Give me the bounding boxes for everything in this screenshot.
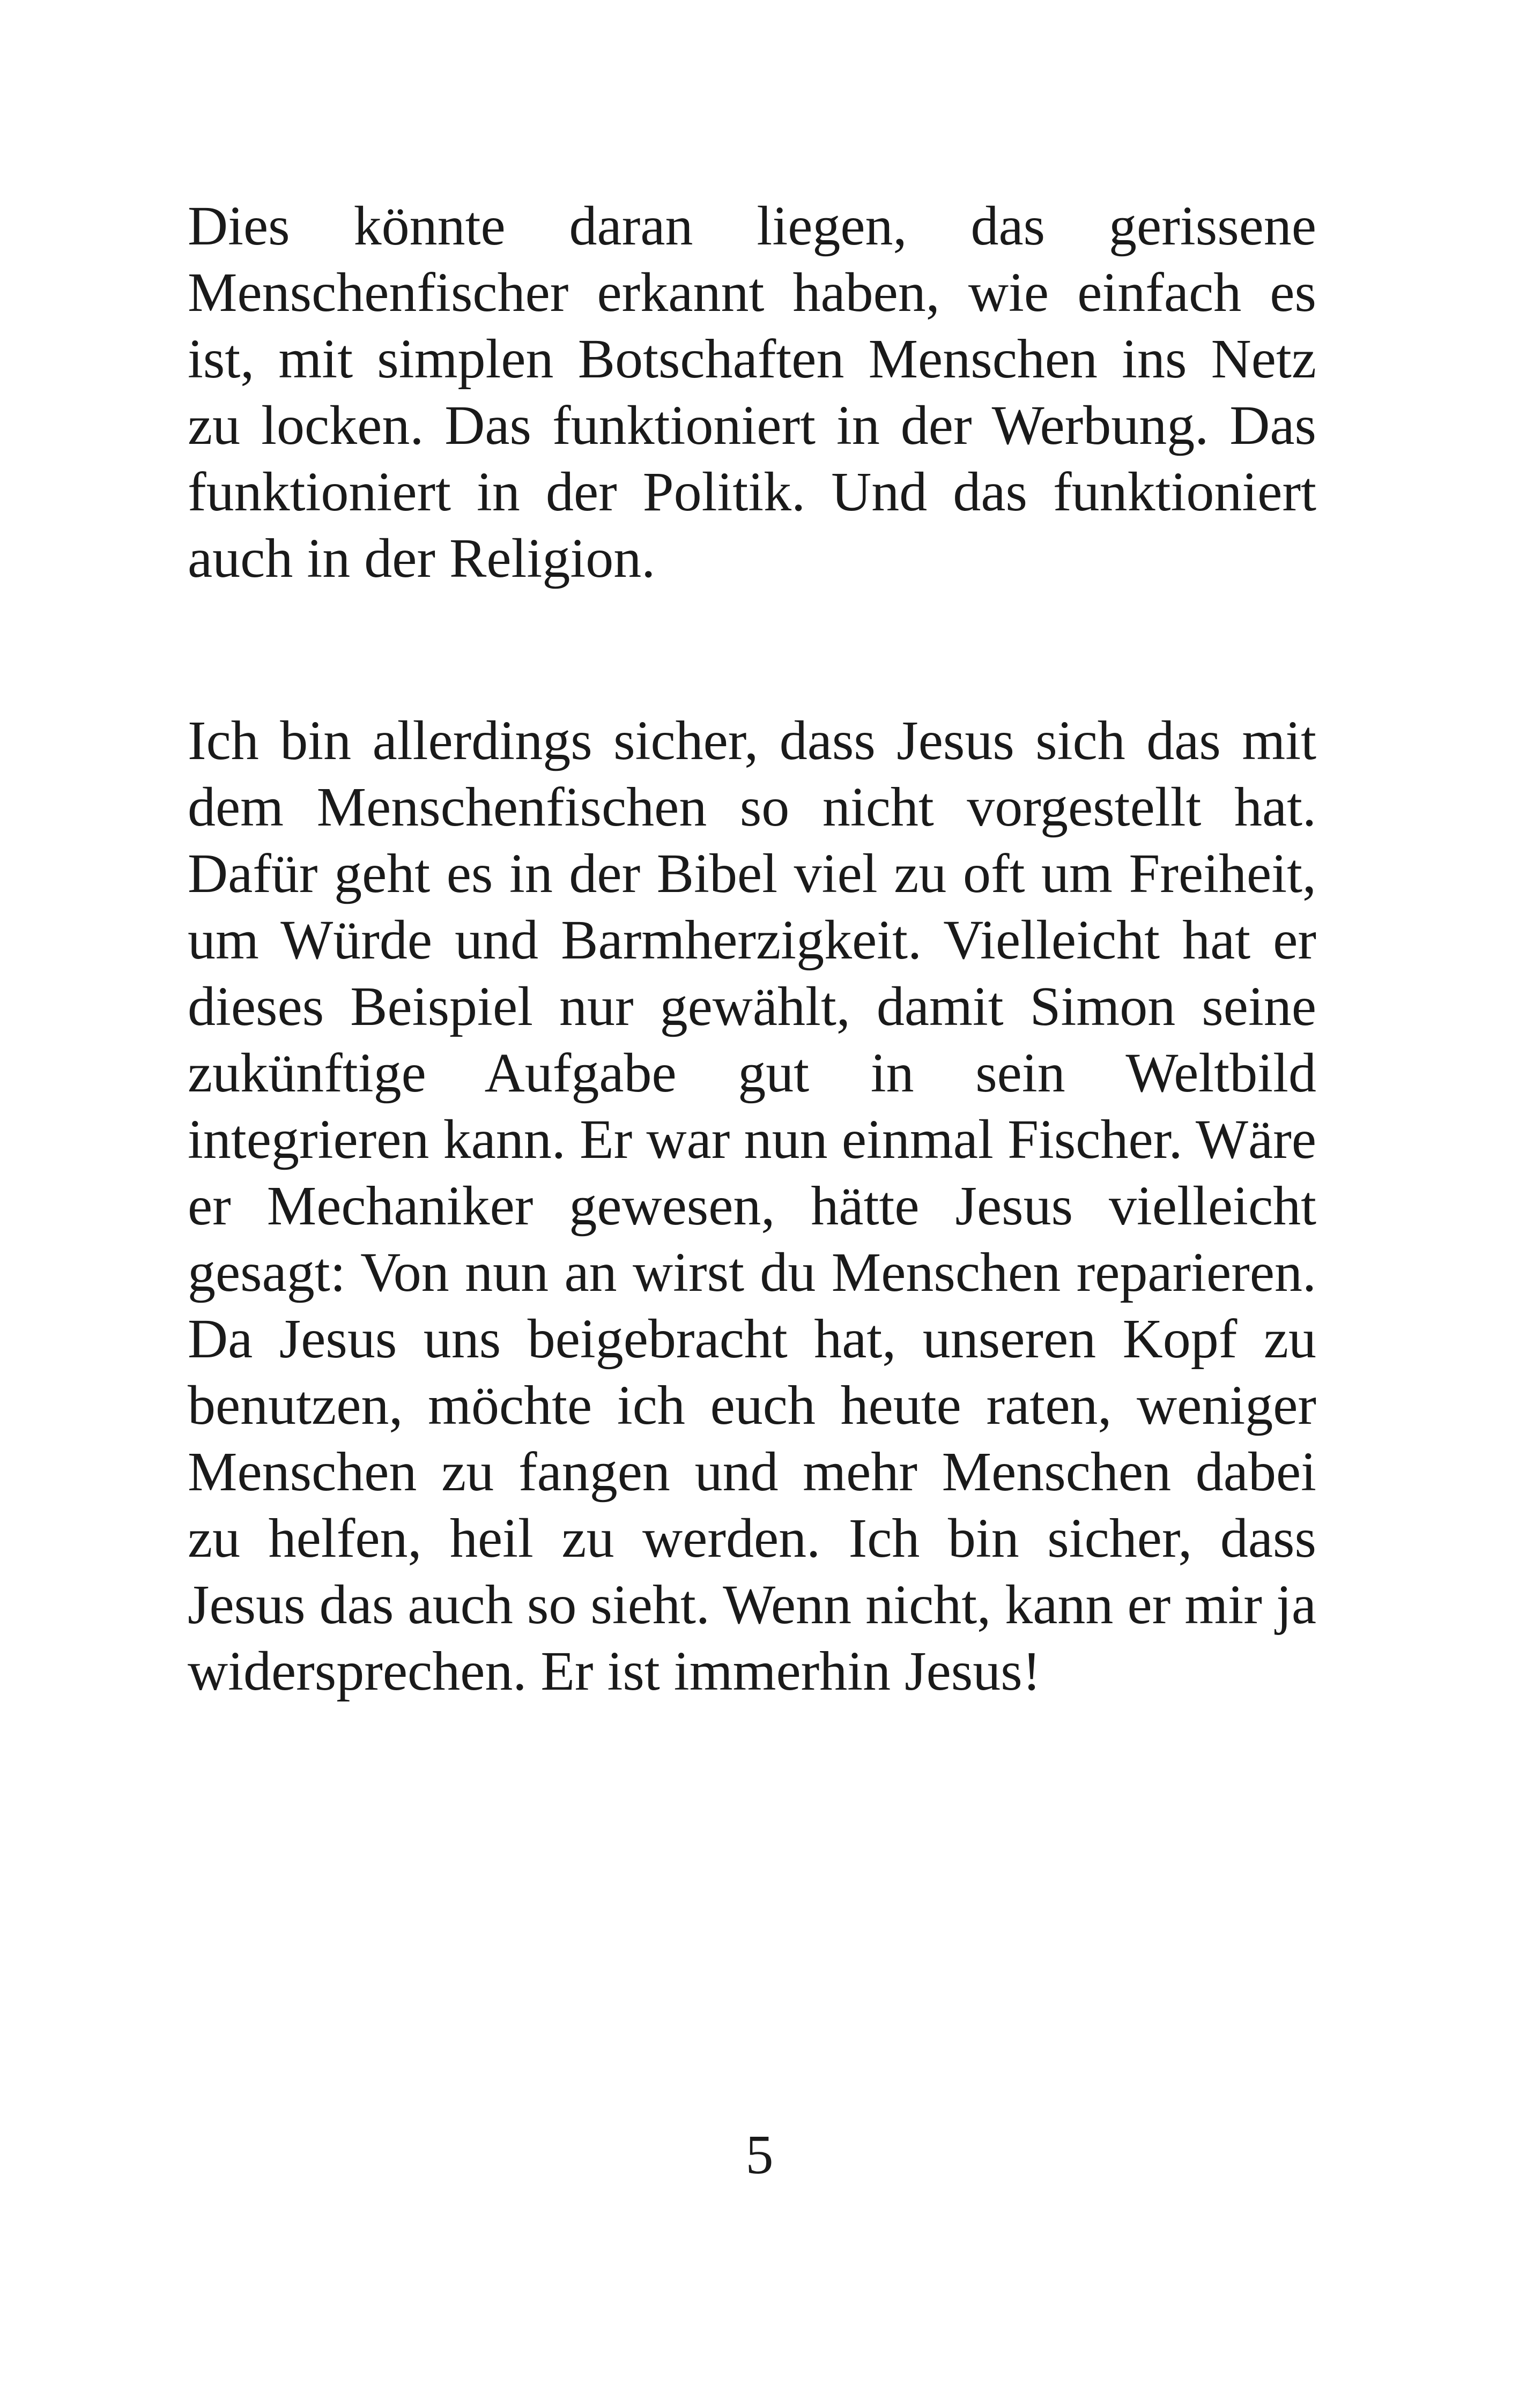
paragraph-1: Dies könnte daran liegen, das gerissene Menschenfischer erkannt haben, wie einfach es ist, mit simplen Botschaften Menschen ins Netz zu locken. Das funktioniert in der Werbung. Das funktioniert in der Politik. Und das funktioniert auch in der Religion. <box>188 195 1316 589</box>
paragraph-2: Ich bin allerdings sicher, dass Jesus sich das mit dem Menschenfischen so nicht vorgestellt hat. Dafür geht es in der Bibel viel zu oft um Freiheit, um Würde und Barmherzigkeit. Vielleicht hat er dieses Beispiel nur gewählt, damit Simon seine zukünftige Aufgabe gut in sein Weltbild integrieren kann. Er war nun einmal Fischer. Wäre er Mechaniker gewesen, hätte Jesus vielleicht gesagt: Von nun an wirst du Menschen reparieren. Da Jesus uns beigebracht hat, unseren Kopf zu benutzen, möchte ich euch heute raten, weniger Menschen zu fangen und mehr Menschen dabei zu helfen, heil zu werden. Ich bin sicher, dass Jesus das auch so sieht. Wenn nicht, kann er mir ja widersprechen. Er ist immerhin Jesus! <box>188 710 1316 1702</box>
page-number: 5 <box>745 2124 774 2186</box>
